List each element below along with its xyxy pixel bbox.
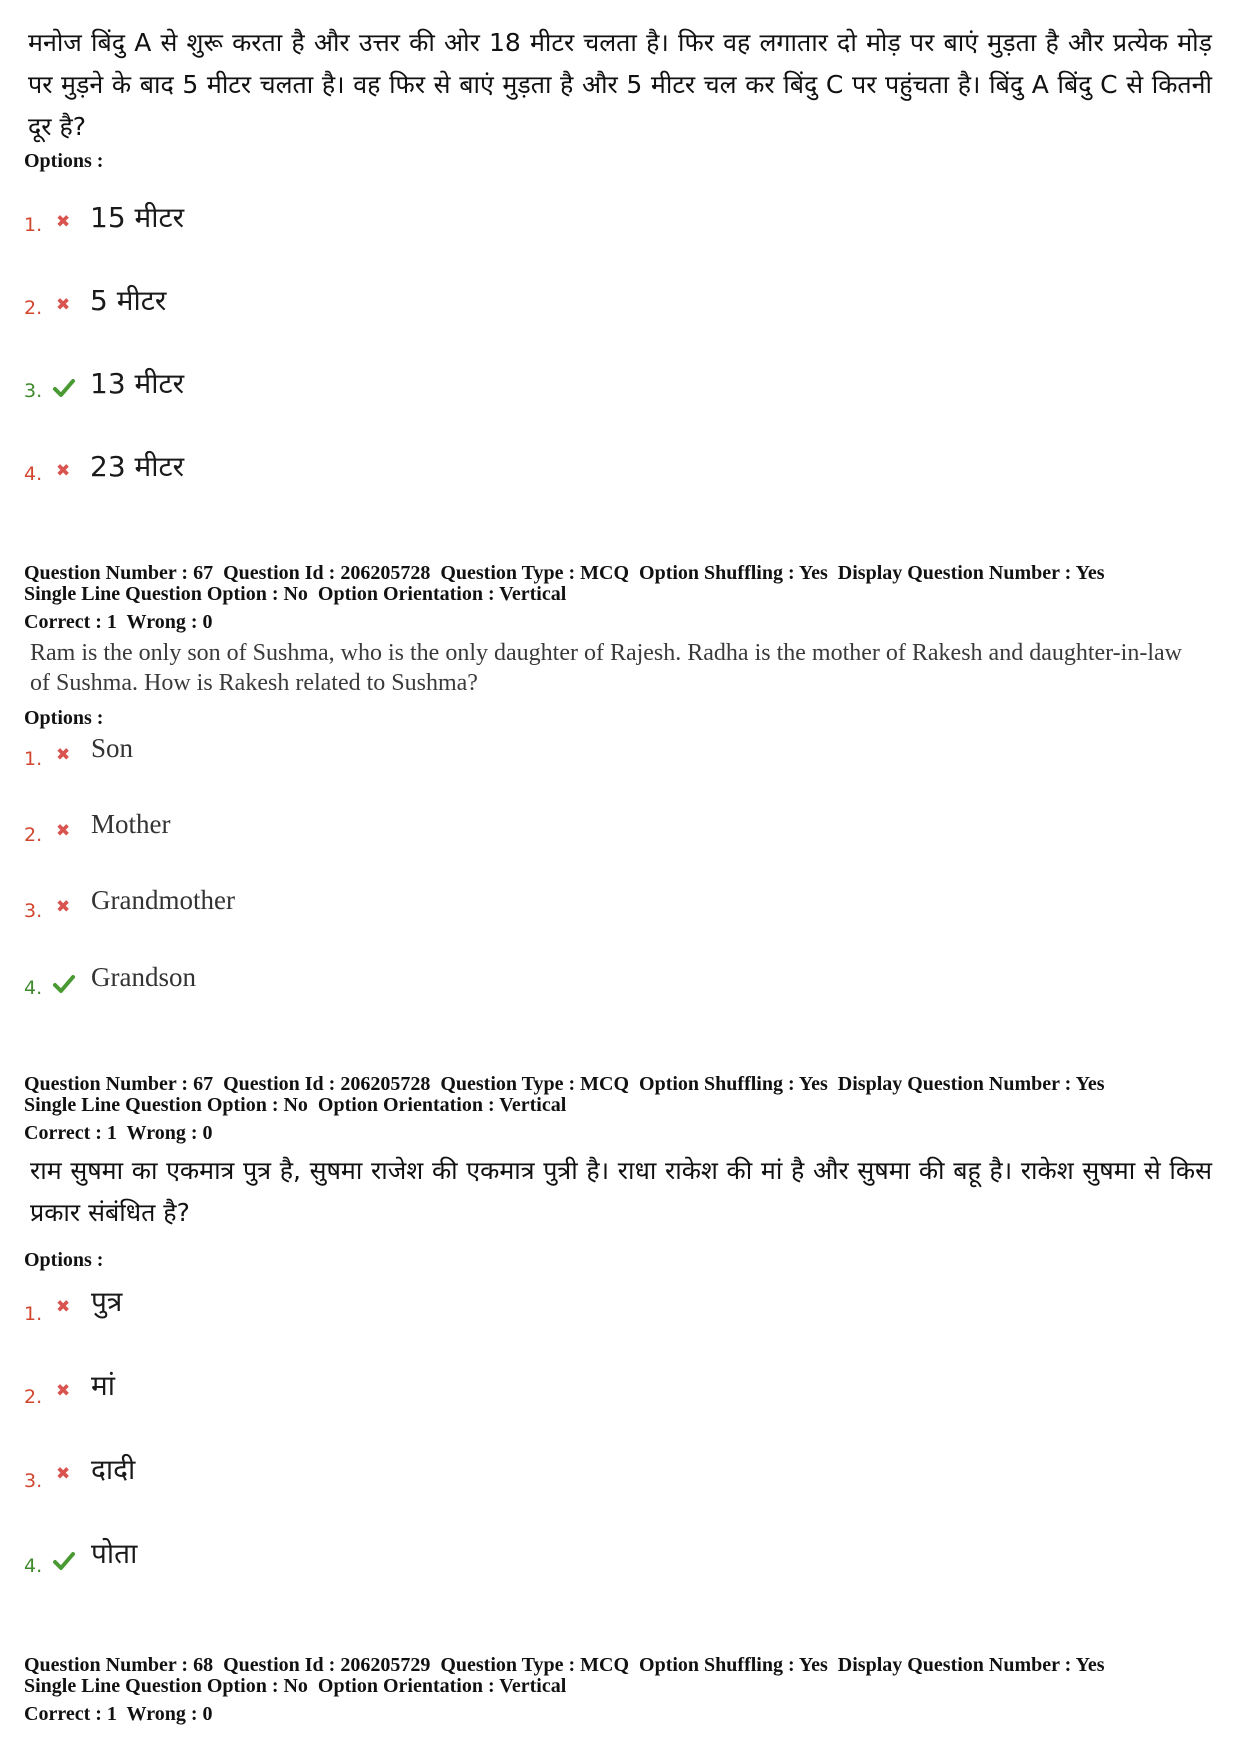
option-number: 3.	[24, 900, 43, 922]
option-2-text: मां	[91, 1369, 115, 1402]
option-1-text: पुत्र	[91, 1285, 123, 1318]
check-icon	[52, 972, 76, 996]
option-number: 1.	[24, 214, 43, 236]
cross-icon: ✖	[56, 212, 71, 232]
option-number: 4.	[24, 463, 43, 485]
question-meta-line: Single Line Question Option : No Option Orientation : Vertical	[24, 1094, 567, 1116]
option-number: 4.	[24, 1555, 43, 1577]
question-meta-line: Question Number : 67 Question Id : 206205728 Question Type : MCQ Option Shuffling : Yes Display Question Number : Yes	[24, 562, 1105, 584]
cross-icon: ✖	[56, 1297, 71, 1317]
option-2-text: 5 मीटर	[90, 284, 167, 317]
option-number: 2.	[24, 1386, 43, 1408]
marks-line: Correct : 1 Wrong : 0	[24, 611, 213, 633]
question-67-english-text-line2: of Sushma. How is Rakesh related to Sushma?	[30, 670, 478, 696]
option-number: 4.	[24, 977, 43, 999]
option-number: 1.	[24, 1303, 43, 1325]
cross-icon: ✖	[56, 745, 71, 765]
cross-icon: ✖	[56, 1464, 71, 1484]
cross-icon: ✖	[56, 821, 71, 841]
check-icon	[52, 1549, 76, 1573]
option-number: 3.	[24, 380, 43, 402]
option-4-text: Grandson	[91, 962, 196, 992]
check-icon	[52, 376, 76, 400]
option-1-text: 15 मीटर	[90, 201, 185, 234]
question-67-english-text-line1: Ram is the only son of Sushma, who is the only daughter of Rajesh. Radha is the mother of Rakesh and daughter-in-law	[30, 640, 1182, 666]
option-number: 2.	[24, 824, 43, 846]
marks-line: Correct : 1 Wrong : 0	[24, 1703, 213, 1725]
options-label: Options :	[24, 1249, 104, 1271]
option-number: 3.	[24, 1470, 43, 1492]
option-2-text: Mother	[91, 809, 171, 839]
question-meta-line: Single Line Question Option : No Option Orientation : Vertical	[24, 583, 567, 605]
question-meta-line: Question Number : 67 Question Id : 206205728 Question Type : MCQ Option Shuffling : Yes Display Question Number : Yes	[24, 1073, 1105, 1095]
option-3-text: 13 मीटर	[90, 367, 185, 400]
cross-icon: ✖	[56, 461, 71, 481]
option-3-text: दादी	[91, 1453, 136, 1486]
cross-icon: ✖	[56, 295, 71, 315]
option-3-text: Grandmother	[91, 885, 235, 915]
options-label: Options :	[24, 150, 104, 172]
option-4-text: पोता	[91, 1537, 138, 1570]
option-number: 1.	[24, 748, 43, 770]
question-67-hindi-text: राम सुषमा का एकमात्र पुत्र है, सुषमा राजेश की एकमात्र पुत्री है। राधा राकेश की मां है और सुषमा की बहू है। राकेश सुषमा से किस प्रकार संबंधित है?	[30, 1156, 1212, 1227]
cross-icon: ✖	[56, 1381, 71, 1401]
question-meta-line: Single Line Question Option : No Option Orientation : Vertical	[24, 1675, 567, 1697]
options-label: Options :	[24, 707, 104, 729]
option-number: 2.	[24, 297, 43, 319]
question-meta-line: Question Number : 68 Question Id : 206205729 Question Type : MCQ Option Shuffling : Yes Display Question Number : Yes	[24, 1654, 1105, 1676]
cross-icon: ✖	[56, 897, 71, 917]
option-4-text: 23 मीटर	[90, 450, 185, 483]
option-1-text: Son	[91, 733, 134, 763]
marks-line: Correct : 1 Wrong : 0	[24, 1122, 213, 1144]
question-66-hindi-text: मनोज बिंदु A से शुरू करता है और उत्तर की ओर 18 मीटर चलता है। फिर वह लगातार दो मोड़ पर बाएं मुड़ता है और प्रत्येक मोड़ पर मुड़ने के बाद 5 मीटर चलता है। वह फिर से बाएं मुड़ता है और 5 मीटर चल कर बिंदु C पर पहुंचता है। बिंदु A बिंदु C से कितनी दूर है?	[28, 28, 1212, 141]
